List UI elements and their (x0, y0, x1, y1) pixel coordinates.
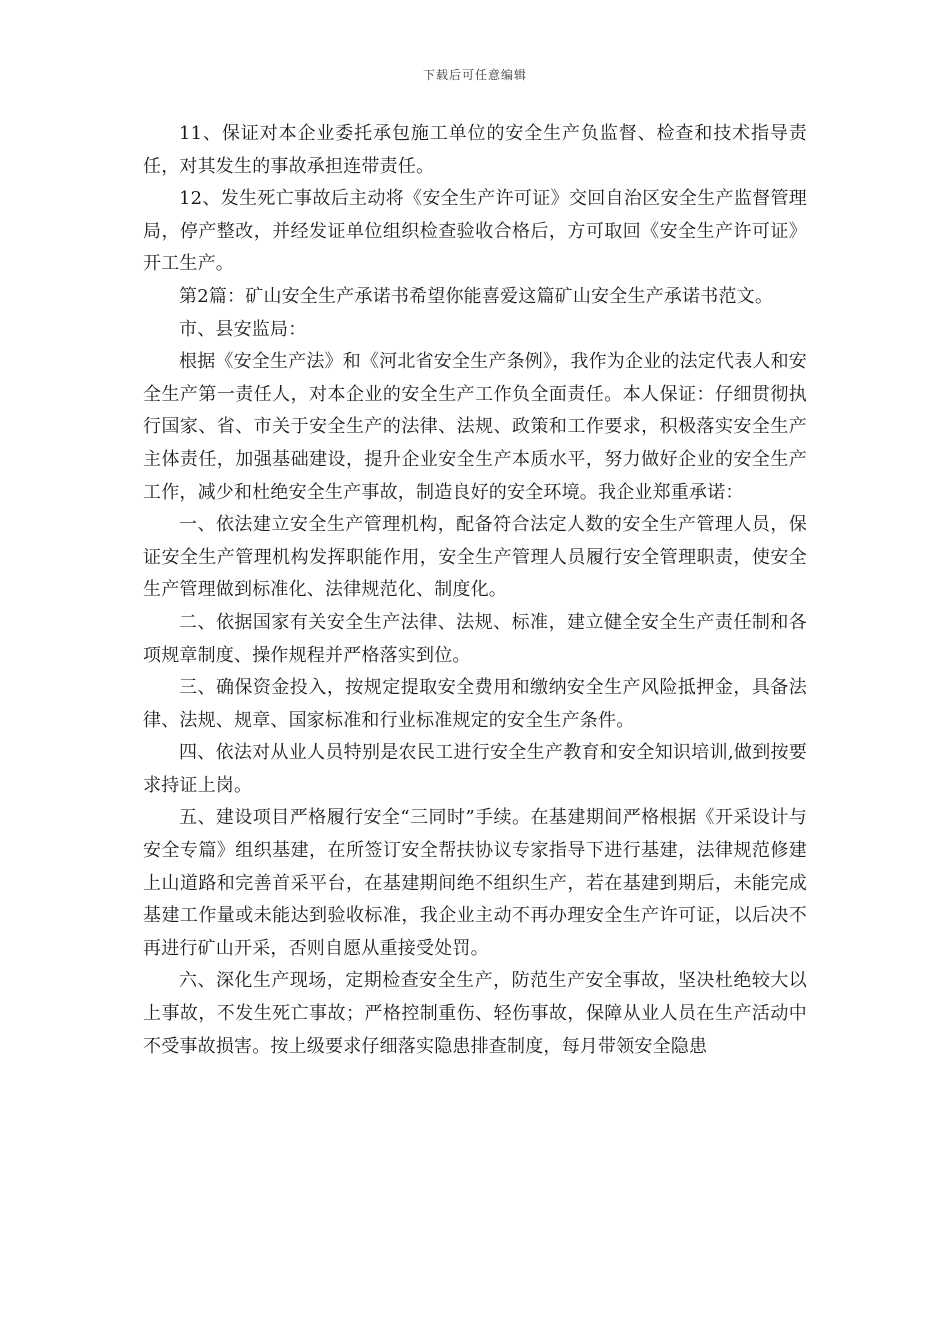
paragraph-12: 12、发生死亡事故后主动将《安全生产许可证》交回自治区安全生产监督管理局，停产整改，并经发证单位组织检查验收合格后，方可取回《安全生产许可证》开工生产。 (143, 188, 807, 275)
addressee: 市、县安监局： (179, 318, 307, 340)
commitment-6: 六、深化生产现场，定期检查安全生产，防范生产安全事故，坚决杜绝较大以上事故，不发生死亡事故；严格控制重伤、轻伤事故，保障从业人员在生产活动中不受事故损害。按上级要求仔细落实隐患排查制度，每月带领安全隐患 (143, 970, 807, 1057)
intro-paragraph: 根据《安全生产法》和《河北省安全生产条例》，我作为企业的法定代表人和安全生产第一责任人，对本企业的安全生产工作负全面责任。本人保证：仔细贯彻执行国家、省、市关于安全生产的法律、法规、政策和工作要求，积极落实安全生产主体责任，加强基础建设，提升企业安全生产本质水平，努力做好企业的安全生产工作，减少和杜绝安全生产事故，制造良好的安全环境。我企业郑重承诺： (143, 351, 807, 503)
document-body (143, 118, 807, 1063)
paragraph-11: 11、保证对本企业委托承包施工单位的安全生产负监督、检查和技术指导责任，对其发生的事故承担连带责任。 (143, 123, 807, 177)
page-header-note: 下载后可任意编辑 (422, 68, 527, 82)
section-2-title: 第2篇：矿山安全生产承诺书希望你能喜爱这篇矿山安全生产承诺书范文。 (179, 285, 774, 307)
commitment-2: 二、依据国家有关安全生产法律、法规、标准，建立健全安全生产责任制和各项规章制度、操作规程并严格落实到位。 (143, 611, 807, 666)
commitment-1: 一、依法建立安全生产管理机构，配备符合法定人数的安全生产管理人员，保证安全生产管理机构发挥职能作用，安全生产管理人员履行安全管理职责，使安全生产管理做到标准化、法律规范化、制度化。 (143, 514, 807, 601)
commitment-5: 五、建设项目严格履行安全“三同时”手续。在基建期间严格根据《开采设计与安全专篇》组织基建，在所签订安全帮扶协议专家指导下进行基建，法律规范修建上山道路和完善首采平台，在基建期间绝不组织生产，若在基建到期后，未能完成基建工作量或未能达到验收标准，我企业主动不再办理安全生产许可证，以后决不再进行矿山开采，否则自愿从重接受处罚。 (143, 807, 807, 959)
commitment-3: 三、确保资金投入，按规定提取安全费用和缴纳安全生产风险抵押金，具备法律、法规、规章、国家标准和行业标准规定的安全生产条件。 (143, 677, 807, 731)
commitment-4: 四、依法对从业人员特别是农民工进行安全生产教育和安全知识培训,做到按要求持证上岗。 (143, 742, 807, 796)
